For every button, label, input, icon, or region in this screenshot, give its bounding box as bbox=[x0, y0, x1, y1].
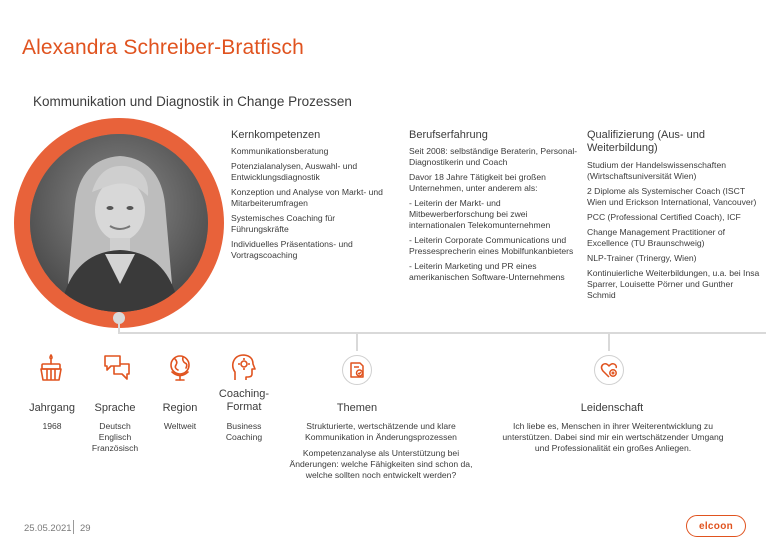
speech-bubble-icon bbox=[102, 352, 132, 382]
themen-paragraph: Kompetenzanalyse als Unterstützung bei Änderungen: welche Fähigkeiten sind schon da, welche sollten noch entwickelt werden? bbox=[289, 448, 473, 480]
timeline-line bbox=[118, 332, 766, 334]
list-berufserfahrung bbox=[409, 146, 579, 287]
list-item: Change Management Practitioner of Excellence (TU Braunschweig) bbox=[587, 227, 726, 248]
value-jahrgang: 1968 bbox=[42, 421, 62, 431]
list-item: Systemisches Coaching für Führungskräfte bbox=[231, 213, 336, 234]
list-item: Konzeption und Analyse von Markt- und Mitarbeiterumfragen bbox=[231, 187, 383, 208]
label-sprache: Sprache bbox=[94, 402, 136, 414]
list-kernkompetenzen bbox=[231, 146, 391, 265]
list-item: - Leiterin Marketing und PR eines amerikanischen Software-Unternehmens bbox=[409, 261, 565, 282]
list-item: Individuelles Präsentations- und Vortragscoaching bbox=[231, 239, 353, 260]
value-sprache: Deutsch Englisch Französisch bbox=[91, 421, 139, 453]
footer-divider bbox=[73, 520, 74, 534]
themen-paragraph: Strukturierte, wertschätzende und klare Kommunikation in Änderungsprozessen bbox=[305, 421, 457, 442]
label-leidenschaft: Leidenschaft bbox=[580, 402, 644, 414]
heading-berufserfahrung: Berufserfahrung bbox=[409, 129, 488, 141]
list-item: Studium der Handelswissenschaften (Wirtschaftsuniversität Wien) bbox=[587, 160, 727, 181]
company-logo: elcoon bbox=[686, 515, 746, 537]
portrait-photo bbox=[30, 134, 208, 312]
head-gear-icon bbox=[229, 352, 257, 382]
list-item: - Leiterin der Markt- und Mitbewerberforschung bei zwei internationalen Telekomunternehmen bbox=[409, 198, 551, 230]
list-qualifizierung bbox=[587, 160, 762, 305]
footer-page-number: 29 bbox=[80, 523, 91, 534]
list-item: NLP-Trainer (Trinergy, Wien) bbox=[587, 253, 697, 263]
document-check-icon bbox=[342, 355, 372, 385]
list-item: Davor 18 Jahre Tätigkeit bei großen Unternehmen, unter anderem als: bbox=[409, 172, 546, 193]
list-item: 2 Diplome als Systemischer Coach (ISCT Wien und Erickson International, Vancouver) bbox=[587, 186, 757, 207]
list-item: - Leiterin Corporate Communications und Pressesprecherin eines Mobilfunkanbieters bbox=[409, 235, 574, 256]
list-item: Potenzialanalysen, Auswahl- und Entwicklungsdiagnostik bbox=[231, 161, 358, 182]
heart-plus-icon bbox=[594, 355, 624, 385]
timeline-tick bbox=[356, 333, 358, 351]
label-themen: Themen bbox=[336, 402, 378, 414]
heading-qualifizierung: Qualifizierung (Aus- und Weiterbildung) bbox=[587, 129, 706, 154]
list-item: Seit 2008: selbständige Beraterin, Personal-Diagnostikerin und Coach bbox=[409, 146, 578, 167]
heading-kernkompetenzen: Kernkompetenzen bbox=[231, 129, 321, 141]
value-leidenschaft: Ich liebe es, Menschen in ihrer Weiterentwicklung zu unterstützen. Dabei sind mir ein wertschätzender Umgang und Professionalität ein großes Anliegen. bbox=[502, 421, 724, 453]
value-region: Weltweit bbox=[163, 421, 197, 431]
value-themen bbox=[283, 421, 479, 481]
globe-icon bbox=[166, 352, 194, 382]
page-subtitle: Kommunikation und Diagnostik in Change Prozessen bbox=[33, 94, 352, 109]
birthday-cake-icon bbox=[37, 352, 65, 382]
list-item: Kommunikationsberatung bbox=[231, 146, 329, 156]
page-title: Alexandra Schreiber-Bratfisch bbox=[22, 36, 304, 59]
list-item: Kontinuierliche Weiterbildungen, u.a. bei Insa Sparrer, Louisette Pörner und Gunther Schmid bbox=[587, 268, 760, 300]
footer-date: 25.05.2021 bbox=[24, 523, 72, 534]
label-coaching-format: Coaching- Format bbox=[218, 388, 270, 413]
label-jahrgang: Jahrgang bbox=[29, 402, 75, 414]
value-coaching-format: Business Coaching bbox=[225, 421, 263, 442]
list-item: PCC (Professional Certified Coach), ICF bbox=[587, 212, 741, 222]
timeline-tick bbox=[608, 333, 610, 351]
label-region: Region bbox=[162, 402, 198, 414]
